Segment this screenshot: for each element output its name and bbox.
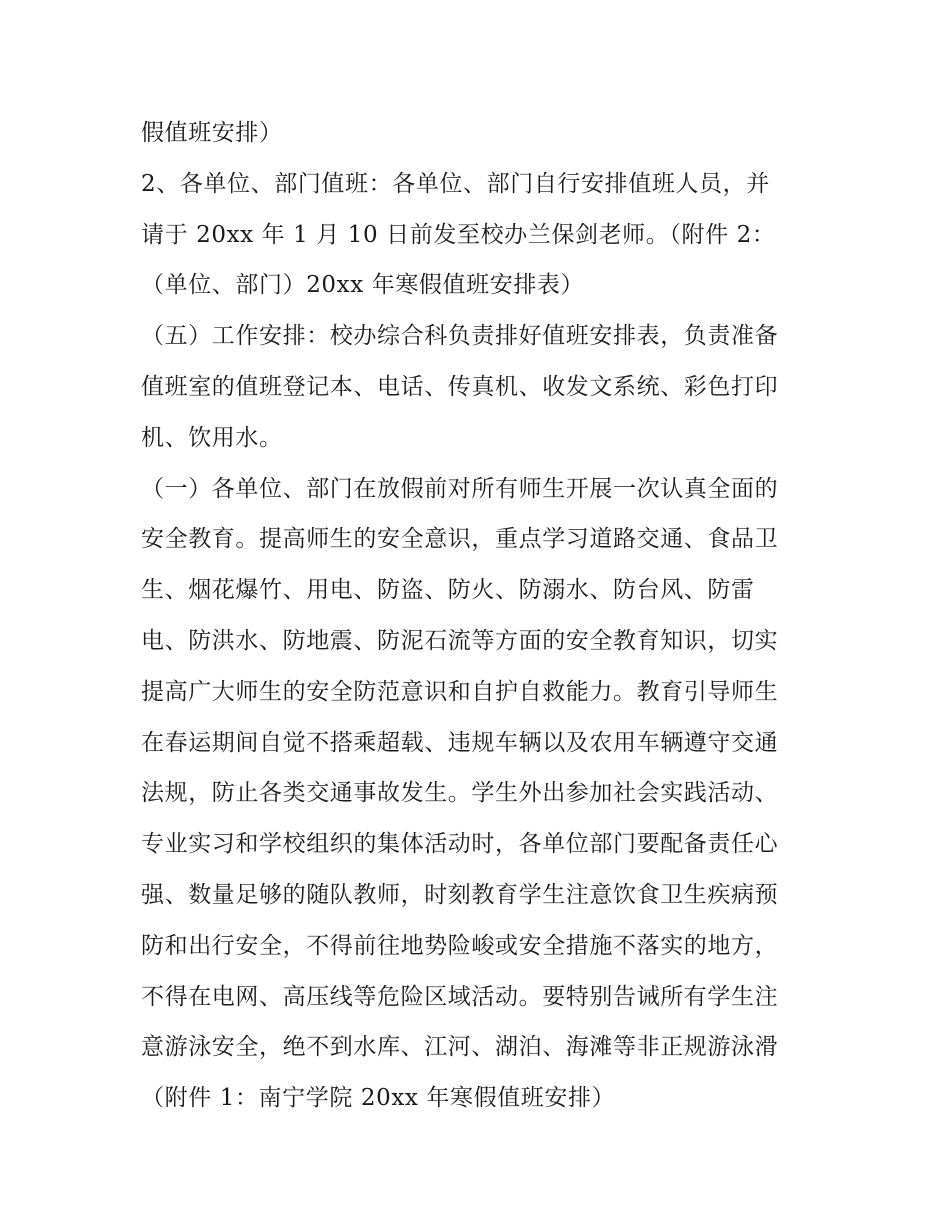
text-line: 专业实习和学校组织的集体活动时，各单位部门要配备责任心 <box>141 831 779 858</box>
text-line: 不得在电网、高压线等危险区域活动。要特别告诫所有学生注 <box>141 983 779 1010</box>
text-line: 生、烟花爆竹、用电、防盗、防火、防溺水、防台风、防雷 <box>141 577 755 604</box>
text-line: 安全教育。提高师生的安全意识，重点学习道路交通、食品卫 <box>141 526 779 553</box>
text-line: 电、防洪水、防地震、防泥石流等方面的安全教育知识，切实 <box>141 627 779 654</box>
text-line: 强、数量足够的随队教师，时刻教育学生注意饮食卫生疾病预 <box>141 881 779 908</box>
text-line: 机、饮用水。 <box>141 424 283 451</box>
text-line: 防和出行安全，不得前往地势险峻或安全措施不落实的地方， <box>141 932 779 959</box>
body-text <box>141 108 821 1124</box>
text-line: 意游泳安全，绝不到水库、江河、湖泊、海滩等非正规游泳滑 <box>141 1034 779 1061</box>
text-line: （一）各单位、部门在放假前对所有师生开展一次认真全面的 <box>141 475 779 502</box>
text-line: 在春运期间自觉不搭乘超载、违规车辆以及农用车辆遵守交通 <box>141 729 779 756</box>
text-line: （单位、部门）20xx 年寒假值班安排表） <box>141 272 585 299</box>
text-line: 提高广大师生的安全防范意识和自护自救能力。教育引导师生 <box>141 678 779 705</box>
text-line: （附件 1：南宁学院 20xx 年寒假值班安排） <box>141 1085 616 1112</box>
text-line: 2、各单位、部门值班：各单位、部门自行安排值班人员，并 <box>141 170 770 197</box>
text-line: 请于 20xx 年 1 月 10 日前发至校办兰保剑老师。（附件 2： <box>141 221 776 248</box>
text-line: 假值班安排） <box>141 120 283 146</box>
text-line: 法规，防止各类交通事故发生。学生外出参加社会实践活动、 <box>141 780 779 807</box>
text-line: （五）工作安排：校办综合科负责排好值班安排表，负责准备 <box>141 323 779 350</box>
text-line: 值班室的值班登记本、电话、传真机、收发文系统、彩色打印 <box>141 373 779 400</box>
